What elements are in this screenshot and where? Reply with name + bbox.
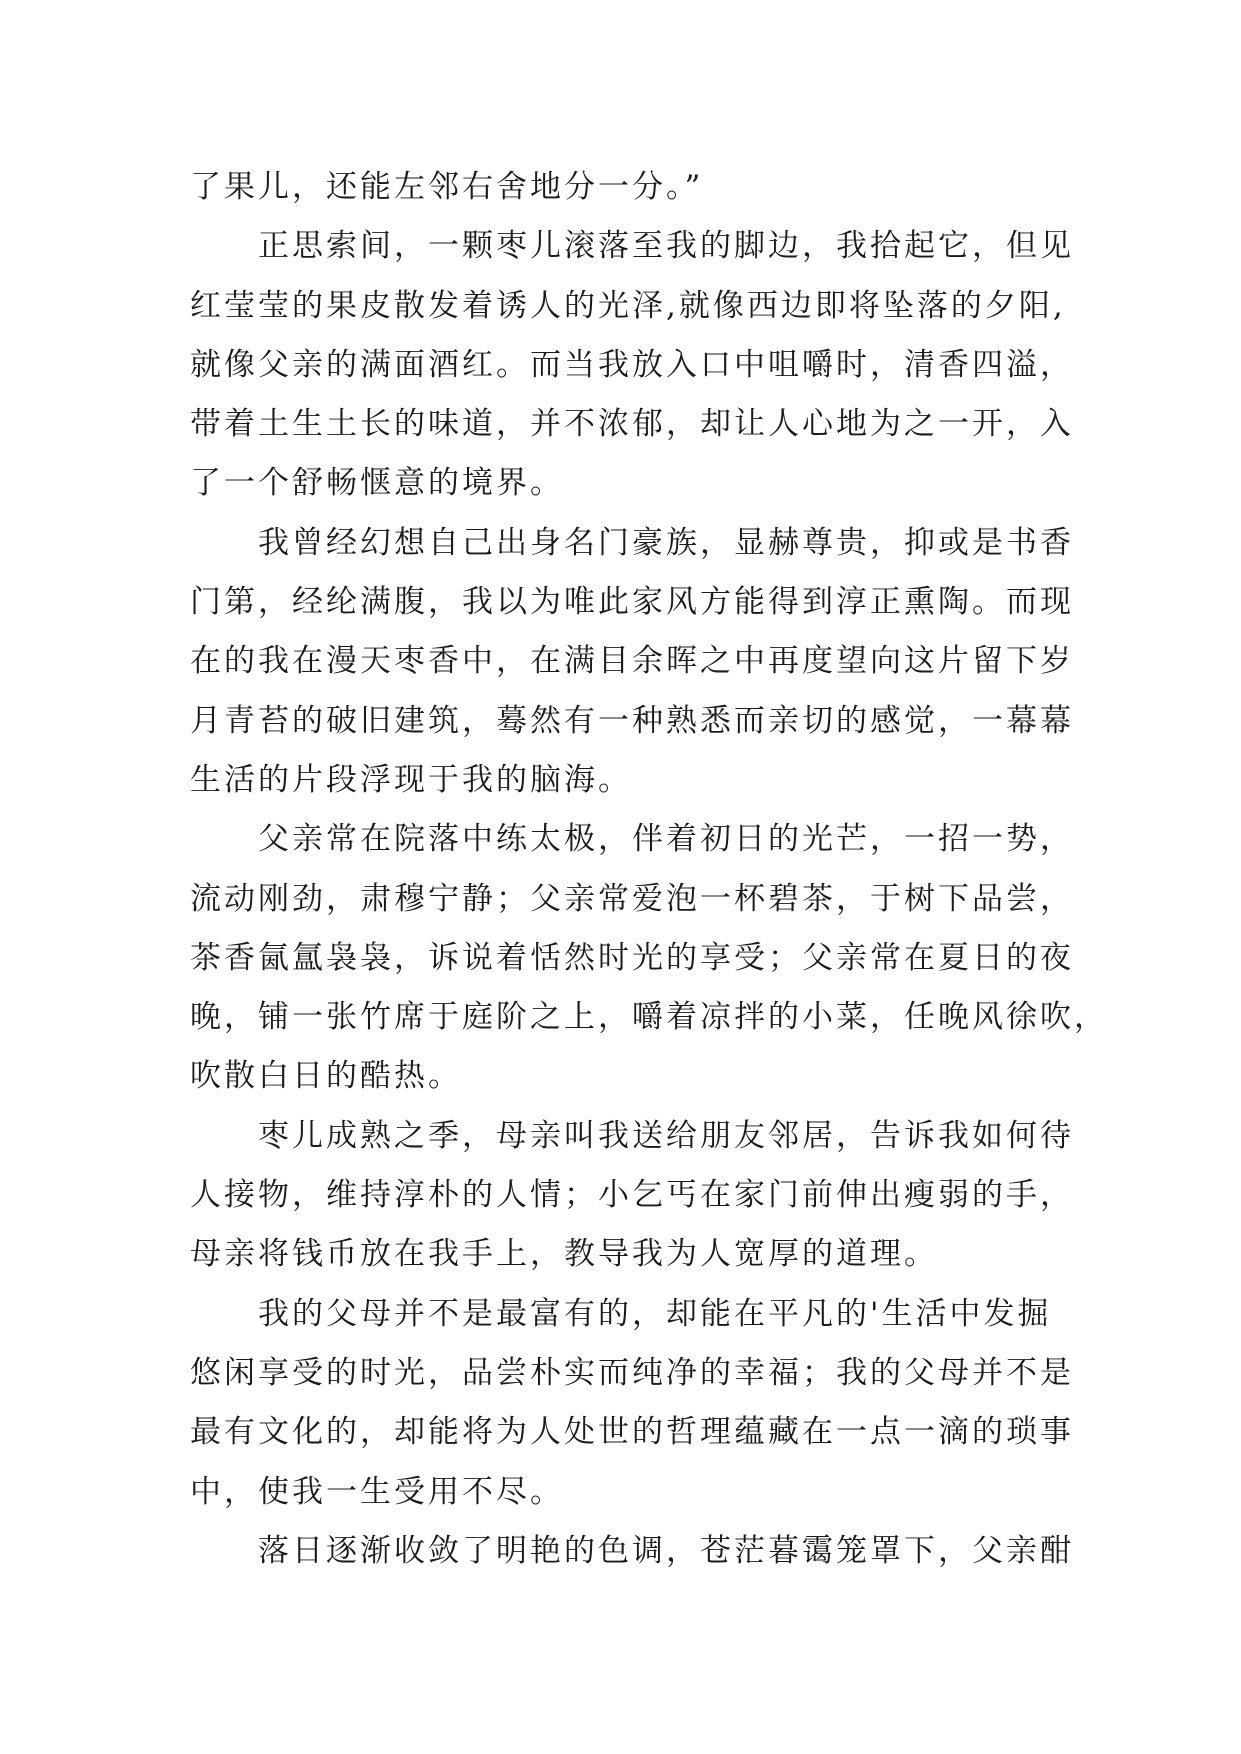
text-line: 在的我在漫天枣香中，在满目余晖之中再度望向这片留下岁 — [190, 643, 1074, 680]
text-line: 带着土生土长的味道，并不浓郁，却让人心地为之一开，入 — [190, 406, 1074, 443]
text-line: 悠闲享受的时光，品尝朴实而纯净的幸福；我的父母并不是 — [190, 1354, 1074, 1391]
essay-text — [190, 158, 1108, 1581]
text-line: 正思索间，一颗枣儿滚落至我的脚边，我拾起它，但见 — [258, 228, 1074, 265]
text-line: 红莹莹的果皮散发着诱人的光泽,就像西边即将坠落的夕阳, — [190, 287, 1066, 324]
text-line: 我的父母并不是最富有的，却能在平凡的'生活中发掘 — [258, 1295, 1052, 1332]
text-line: 中，使我一生受用不尽。 — [190, 1473, 564, 1510]
text-line: 茶香氤氲袅袅，诉说着恬然时光的享受；父亲常在夏日的夜 — [190, 939, 1074, 976]
text-line: 月青苔的破旧建筑，蓦然有一种熟悉而亲切的感觉，一幕幕 — [190, 702, 1074, 739]
text-line: 晚，铺一张竹席于庭阶之上，嚼着凉拌的小菜，任晚风徐吹， — [190, 999, 1108, 1036]
text-line: 枣儿成熟之季，母亲叫我送给朋友邻居，告诉我如何待 — [258, 1117, 1074, 1154]
text-line: 最有文化的，却能将为人处世的哲理蕴藏在一点一滴的琐事 — [190, 1414, 1074, 1451]
text-line: 门第，经纶满腹，我以为唯此家风方能得到淳正熏陶。而现 — [190, 584, 1074, 621]
text-line: 人接物，维持淳朴的人情；小乞丐在家门前伸出瘦弱的手， — [190, 1177, 1074, 1214]
text-line: 母亲将钱币放在我手上，教导我为人宽厚的道理。 — [190, 1236, 938, 1273]
text-line: 就像父亲的满面酒红。而当我放入口中咀嚼时，清香四溢， — [190, 346, 1074, 383]
text-line: 流动刚劲，肃穆宁静；父亲常爱泡一杯碧茶，于树下品尝， — [190, 880, 1074, 917]
text-line: 了果儿，还能左邻右舍地分一分。” — [190, 169, 704, 205]
text-line: 吹散白日的酷热。 — [190, 1058, 462, 1095]
text-line: 落日逐渐收敛了明艳的色调，苍茫暮霭笼罩下，父亲酣 — [258, 1532, 1074, 1569]
text-line: 了一个舒畅惬意的境界。 — [190, 465, 564, 502]
text-line: 我曾经幻想自己出身名门豪族，显赫尊贵，抑或是书香 — [258, 524, 1074, 561]
text-line: 生活的片段浮现于我的脑海。 — [190, 761, 632, 798]
text-line: 父亲常在院落中练太极，伴着初日的光芒，一招一势， — [258, 821, 1074, 858]
